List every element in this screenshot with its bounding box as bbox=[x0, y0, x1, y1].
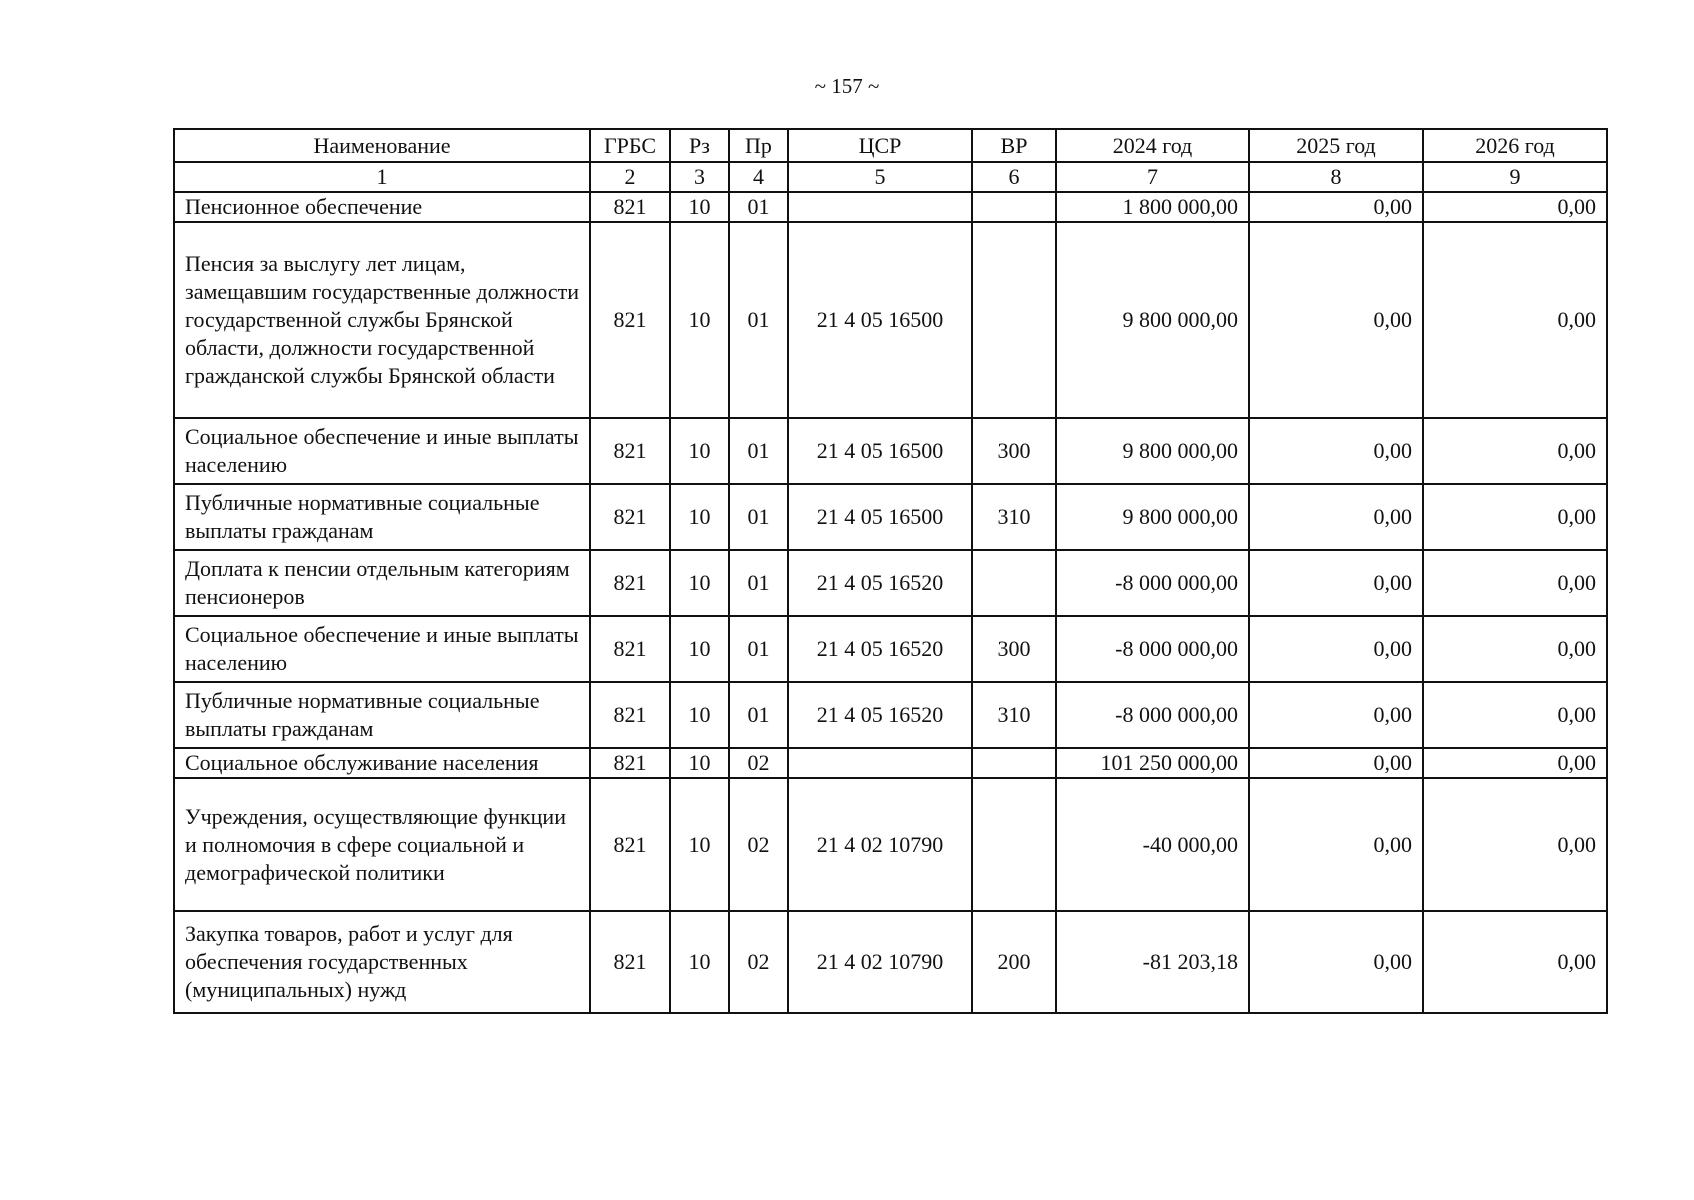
row-grbs: 821 bbox=[590, 616, 670, 682]
row-2025: 0,00 bbox=[1249, 748, 1423, 778]
row-vr: 300 bbox=[972, 616, 1056, 682]
row-2025: 0,00 bbox=[1249, 222, 1423, 418]
row-2025: 0,00 bbox=[1249, 418, 1423, 484]
row-2025: 0,00 bbox=[1249, 911, 1423, 1013]
row-csr: 21 4 05 16520 bbox=[788, 682, 972, 748]
table-header-row bbox=[174, 129, 1607, 162]
table-row bbox=[174, 192, 1607, 222]
row-2024: 101 250 000,00 bbox=[1056, 748, 1249, 778]
row-2025: 0,00 bbox=[1249, 192, 1423, 222]
column-number: 4 bbox=[729, 162, 788, 192]
row-grbs: 821 bbox=[590, 911, 670, 1013]
row-vr: 300 bbox=[972, 418, 1056, 484]
page-number: ~ 157 ~ bbox=[814, 74, 880, 98]
row-vr: 200 bbox=[972, 911, 1056, 1013]
row-pr: 01 bbox=[729, 484, 788, 550]
row-pr: 01 bbox=[729, 682, 788, 748]
header-grbs: ГРБС bbox=[590, 129, 670, 162]
row-2026: 0,00 bbox=[1423, 192, 1607, 222]
column-number: 2 bbox=[590, 162, 670, 192]
row-2024: -40 000,00 bbox=[1056, 778, 1249, 911]
table-row bbox=[174, 911, 1607, 1013]
row-2024: -8 000 000,00 bbox=[1056, 616, 1249, 682]
row-2026: 0,00 bbox=[1423, 550, 1607, 616]
row-csr: 21 4 02 10790 bbox=[788, 778, 972, 911]
row-2024: -8 000 000,00 bbox=[1056, 550, 1249, 616]
row-2026: 0,00 bbox=[1423, 222, 1607, 418]
row-2026: 0,00 bbox=[1423, 911, 1607, 1013]
row-rz: 10 bbox=[670, 550, 729, 616]
row-grbs: 821 bbox=[590, 682, 670, 748]
table-row bbox=[174, 616, 1607, 682]
row-grbs: 821 bbox=[590, 748, 670, 778]
row-grbs: 821 bbox=[590, 550, 670, 616]
row-vr bbox=[972, 778, 1056, 911]
column-number: 7 bbox=[1056, 162, 1249, 192]
header-vr: ВР bbox=[972, 129, 1056, 162]
row-rz: 10 bbox=[670, 748, 729, 778]
row-rz: 10 bbox=[670, 418, 729, 484]
row-2024: -8 000 000,00 bbox=[1056, 682, 1249, 748]
row-vr bbox=[972, 550, 1056, 616]
row-vr bbox=[972, 748, 1056, 778]
row-name: Публичные нормативные социальные выплаты гражданам bbox=[174, 484, 590, 550]
row-pr: 01 bbox=[729, 192, 788, 222]
table-row bbox=[174, 222, 1607, 418]
row-2025: 0,00 bbox=[1249, 778, 1423, 911]
row-2025: 0,00 bbox=[1249, 616, 1423, 682]
row-rz: 10 bbox=[670, 911, 729, 1013]
row-grbs: 821 bbox=[590, 484, 670, 550]
row-rz: 10 bbox=[670, 778, 729, 911]
table-row bbox=[174, 484, 1607, 550]
row-pr: 02 bbox=[729, 778, 788, 911]
row-csr: 21 4 05 16500 bbox=[788, 222, 972, 418]
row-pr: 01 bbox=[729, 550, 788, 616]
row-rz: 10 bbox=[670, 484, 729, 550]
row-csr: 21 4 05 16520 bbox=[788, 616, 972, 682]
row-vr bbox=[972, 192, 1056, 222]
row-vr: 310 bbox=[972, 484, 1056, 550]
row-grbs: 821 bbox=[590, 192, 670, 222]
row-csr: 21 4 05 16500 bbox=[788, 484, 972, 550]
row-pr: 01 bbox=[729, 418, 788, 484]
table-row bbox=[174, 748, 1607, 778]
row-name: Социальное обеспечение и иные выплаты населению bbox=[174, 616, 590, 682]
header-2024: 2024 год bbox=[1056, 129, 1249, 162]
row-2024: 9 800 000,00 bbox=[1056, 222, 1249, 418]
row-name: Пенсия за выслугу лет лицам, замещавшим государственные должности государственной службы Брянской области, должности государственной гражданской службы Брянской области bbox=[174, 222, 590, 418]
table-row bbox=[174, 778, 1607, 911]
row-vr: 310 bbox=[972, 682, 1056, 748]
column-number: 3 bbox=[670, 162, 729, 192]
row-pr: 02 bbox=[729, 748, 788, 778]
column-number-row bbox=[174, 162, 1607, 192]
column-number: 9 bbox=[1423, 162, 1607, 192]
row-2026: 0,00 bbox=[1423, 616, 1607, 682]
column-number: 6 bbox=[972, 162, 1056, 192]
row-name: Социальное обслуживание населения bbox=[174, 748, 590, 778]
header-2026: 2026 год bbox=[1423, 129, 1607, 162]
row-2024: 9 800 000,00 bbox=[1056, 418, 1249, 484]
table-row bbox=[174, 550, 1607, 616]
row-csr: 21 4 05 16500 bbox=[788, 418, 972, 484]
table-row bbox=[174, 682, 1607, 748]
table-row bbox=[174, 418, 1607, 484]
row-2025: 0,00 bbox=[1249, 484, 1423, 550]
row-name: Закупка товаров, работ и услуг для обеспечения государственных (муниципальных) нужд bbox=[174, 911, 590, 1013]
row-2026: 0,00 bbox=[1423, 418, 1607, 484]
row-2025: 0,00 bbox=[1249, 682, 1423, 748]
row-csr: 21 4 02 10790 bbox=[788, 911, 972, 1013]
row-2026: 0,00 bbox=[1423, 682, 1607, 748]
row-2026: 0,00 bbox=[1423, 484, 1607, 550]
row-grbs: 821 bbox=[590, 778, 670, 911]
row-2024: -81 203,18 bbox=[1056, 911, 1249, 1013]
budget-table bbox=[173, 128, 1608, 1014]
row-2026: 0,00 bbox=[1423, 748, 1607, 778]
row-grbs: 821 bbox=[590, 418, 670, 484]
row-vr bbox=[972, 222, 1056, 418]
header-csr: ЦСР bbox=[788, 129, 972, 162]
row-name: Публичные нормативные социальные выплаты гражданам bbox=[174, 682, 590, 748]
row-2024: 9 800 000,00 bbox=[1056, 484, 1249, 550]
row-pr: 01 bbox=[729, 616, 788, 682]
column-number: 1 bbox=[174, 162, 590, 192]
row-name: Доплата к пенсии отдельным категориям пенсионеров bbox=[174, 550, 590, 616]
row-csr bbox=[788, 192, 972, 222]
row-rz: 10 bbox=[670, 682, 729, 748]
row-2024: 1 800 000,00 bbox=[1056, 192, 1249, 222]
row-2025: 0,00 bbox=[1249, 550, 1423, 616]
header-rz: Рз bbox=[670, 129, 729, 162]
row-name: Социальное обеспечение и иные выплаты населению bbox=[174, 418, 590, 484]
row-csr bbox=[788, 748, 972, 778]
row-name: Пенсионное обеспечение bbox=[174, 192, 590, 222]
row-rz: 10 bbox=[670, 616, 729, 682]
header-name: Наименование bbox=[174, 129, 590, 162]
header-pr: Пр bbox=[729, 129, 788, 162]
row-pr: 02 bbox=[729, 911, 788, 1013]
row-grbs: 821 bbox=[590, 222, 670, 418]
column-number: 8 bbox=[1249, 162, 1423, 192]
row-name: Учреждения, осуществляющие функции и полномочия в сфере социальной и демографической политики bbox=[174, 778, 590, 911]
row-rz: 10 bbox=[670, 192, 729, 222]
row-2026: 0,00 bbox=[1423, 778, 1607, 911]
row-rz: 10 bbox=[670, 222, 729, 418]
row-pr: 01 bbox=[729, 222, 788, 418]
header-2025: 2025 год bbox=[1249, 129, 1423, 162]
column-number: 5 bbox=[788, 162, 972, 192]
row-csr: 21 4 05 16520 bbox=[788, 550, 972, 616]
